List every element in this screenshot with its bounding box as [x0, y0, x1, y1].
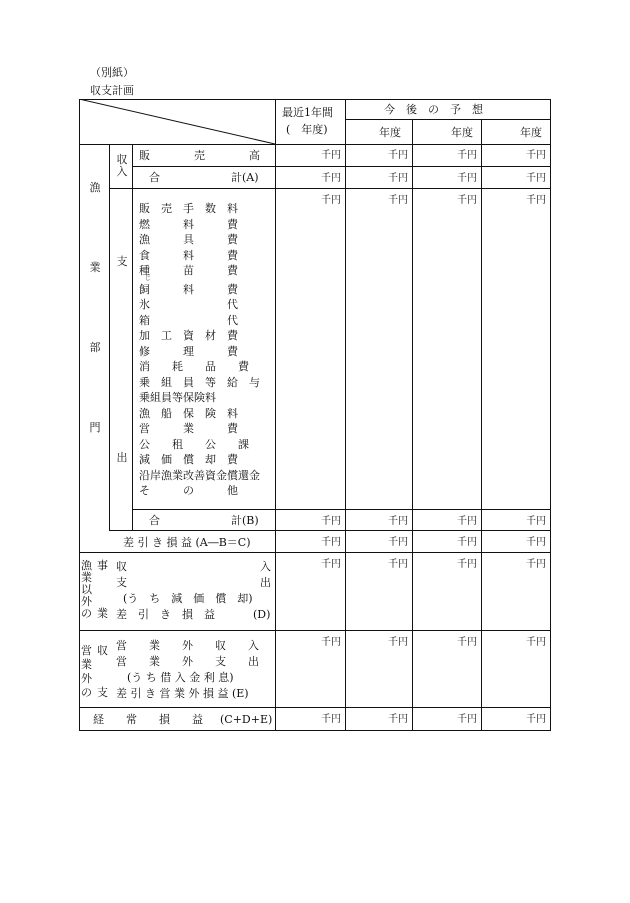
unit-label: 千円 — [388, 537, 408, 548]
fishery-section-char: 門 — [89, 421, 101, 434]
unit-label: 千円 — [388, 150, 408, 161]
expense-item: 乗 組 員 等 給 与 — [139, 375, 260, 389]
unit-label: 千円 — [526, 559, 546, 570]
unit-label: 千円 — [388, 516, 408, 527]
nf-balance-left: 差 引 き 損 益 — [116, 608, 215, 621]
nf-expense-left: 支 — [116, 576, 127, 589]
unit-label: 千円 — [321, 714, 341, 725]
unit-label: 千円 — [321, 559, 341, 570]
expense-item: 箱 代 — [139, 313, 238, 327]
side-label-char: 営 — [81, 644, 92, 657]
expense-item: 沿岸漁業改善資金償還金 — [139, 468, 260, 482]
income-item: 販 売 高 — [139, 149, 260, 162]
unit-label: 千円 — [457, 516, 477, 527]
expense-item: 飼 料 費 — [139, 282, 238, 296]
unit-label: 千円 — [388, 637, 408, 648]
unit-label: 千円 — [526, 173, 546, 184]
unit-label: 千円 — [457, 714, 477, 725]
ordinary-formula: (C+D+E) — [220, 713, 273, 726]
income-label-char: 収 — [116, 153, 128, 166]
attachment-label: （別紙） — [90, 66, 134, 79]
unit-label: 千円 — [457, 637, 477, 648]
balance-c: 差 引 き 損 益 (A―B＝C) — [123, 536, 251, 549]
unit-label: 千円 — [321, 173, 341, 184]
expense-item: 乗組員等保険料 — [139, 391, 216, 404]
fishery-section-char: 漁 — [89, 181, 101, 194]
expense-label-char: 支 — [116, 255, 128, 268]
unit-label: 千円 — [457, 195, 477, 206]
expense-label-char: 出 — [116, 451, 128, 464]
expense-item: 営 業 費 — [139, 422, 238, 435]
expense-item: 加 工 資 材 費 — [139, 329, 238, 342]
nf-expense-right: 出 — [260, 576, 271, 589]
expense-item: そ の 他 — [139, 484, 238, 497]
fishery-section-char: 業 — [89, 261, 101, 274]
expense-item: 消 耗 品 費 — [139, 360, 249, 373]
nf-balance-right: (D) — [253, 608, 271, 621]
unit-label: 千円 — [321, 516, 341, 527]
side-label-char: 以 — [81, 583, 92, 596]
unit-label: 千円 — [526, 150, 546, 161]
unit-label: 千円 — [321, 537, 341, 548]
expense-item: 食 料 費 — [139, 248, 238, 262]
doc-title: 収支計画 — [90, 84, 134, 97]
expense-total-left: 合 — [149, 514, 160, 527]
side-label-char: 事 — [97, 559, 108, 572]
fishery-section-char: 部 — [89, 341, 101, 354]
expense-item: 種 苗 費 — [139, 264, 238, 277]
income-total-left: 合 — [149, 171, 160, 184]
unit-label: 千円 — [457, 559, 477, 570]
year-col-1: 年度 — [379, 126, 401, 139]
expense-item: 氷 代 — [139, 298, 238, 311]
nf-income-right: 入 — [260, 560, 271, 573]
side-label-char: の — [81, 686, 92, 699]
corner-diagonal — [79, 99, 276, 145]
income-total-right: 計(A) — [231, 171, 259, 184]
recent-year-label: 最近1年間 — [282, 106, 333, 119]
side-label-char: 収 — [97, 644, 108, 657]
expense-item: 販 売 手 数 料 — [139, 202, 238, 215]
unit-label: 千円 — [526, 637, 546, 648]
expense-total-right: 計(B) — [231, 514, 259, 527]
expense-item: 減 価 償 却 費 — [139, 453, 238, 466]
side-label-char: の — [81, 607, 92, 620]
plan-table — [79, 99, 551, 731]
forecast-header: 今 後 の 予 想 — [384, 103, 483, 116]
income-label-char: 入 — [116, 165, 128, 178]
side-label-char: 外 — [81, 672, 92, 685]
unit-label: 千円 — [321, 637, 341, 648]
no-line: 営 業 外 支 出 — [116, 655, 259, 668]
unit-label: 千円 — [388, 559, 408, 570]
expense-item: 修 理 費 — [139, 344, 238, 358]
side-label-char: 漁 — [81, 559, 92, 572]
unit-label: 千円 — [388, 195, 408, 206]
side-label-char: 支 — [97, 686, 108, 699]
no-line: 差 引 き 営 業 外 損 益 (E) — [116, 687, 249, 700]
unit-label: 千円 — [321, 150, 341, 161]
year-col-2: 年度 — [451, 126, 473, 139]
feed-ruby: じ — [145, 275, 152, 282]
ordinary-label: 経 常 損 益 — [93, 713, 203, 726]
side-label-char: 業 — [81, 658, 92, 671]
expense-item: 漁 船 保 険 料 — [139, 406, 238, 420]
nf-depreciation: (う ち 減 価 償 却) — [123, 592, 253, 605]
recent-year-fiscal: ( 年度) — [286, 123, 328, 136]
unit-label: 千円 — [388, 173, 408, 184]
unit-label: 千円 — [526, 537, 546, 548]
no-line: 営 業 外 収 入 — [116, 639, 259, 652]
expense-item: 燃 料 費 — [139, 217, 238, 231]
unit-label: 千円 — [388, 714, 408, 725]
unit-label: 千円 — [457, 537, 477, 548]
unit-label: 千円 — [457, 150, 477, 161]
unit-label: 千円 — [526, 195, 546, 206]
unit-label: 千円 — [457, 173, 477, 184]
year-col-3: 年度 — [520, 126, 542, 139]
unit-label: 千円 — [526, 516, 546, 527]
side-label-char: 外 — [81, 595, 92, 608]
no-line: (う ち 借 入 金 利 息) — [127, 671, 234, 684]
unit-label: 千円 — [321, 195, 341, 206]
nf-income-left: 収 — [116, 560, 127, 573]
side-label-char: 業 — [97, 607, 108, 620]
unit-label: 千円 — [526, 714, 546, 725]
expense-item: 漁 具 費 — [139, 233, 238, 246]
side-label-char: 業 — [81, 571, 92, 584]
expense-item: 公 租 公 課 — [139, 437, 249, 451]
